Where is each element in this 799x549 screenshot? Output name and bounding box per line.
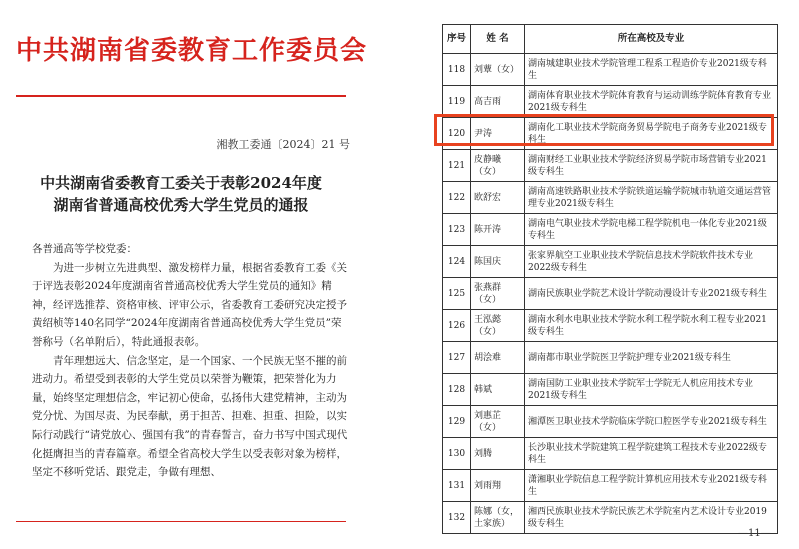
row-number: 129 (443, 406, 471, 438)
table-row (443, 438, 778, 470)
red-divider-top (16, 95, 346, 97)
row-number: 132 (443, 502, 471, 534)
header-school: 所在高校及专业 (525, 25, 778, 54)
row-name: 王泓懿（女） (471, 310, 525, 342)
notice-page (0, 0, 368, 549)
header-number: 序号 (443, 25, 471, 54)
table-row (443, 342, 778, 374)
row-school: 湖南体育职业技术学院体育教育与运动训练学院体育教育专业2021级专科生 (525, 86, 778, 118)
row-number: 120 (443, 118, 471, 150)
table-row (443, 54, 778, 86)
table-row (443, 374, 778, 406)
document-number: 湘教工委通〔2024〕21 号 (216, 138, 350, 151)
row-name: 胡浍难 (471, 342, 525, 374)
table-header-row (443, 25, 778, 54)
row-school: 湖南水利水电职业技术学院水利工程学院水利工程专业2021级专科生 (525, 310, 778, 342)
row-name: 刘惠芷（女） (471, 406, 525, 438)
row-number: 128 (443, 374, 471, 406)
salutation: 各普通高等学校党委： (32, 243, 137, 255)
table-row (443, 86, 778, 118)
honoree-table (442, 24, 778, 534)
row-school: 湖南民族职业学院艺术设计学院动漫设计专业2021级专科生 (525, 278, 778, 310)
table-row (443, 214, 778, 246)
red-divider-bottom (16, 521, 346, 522)
row-name: 皮静曦（女） (471, 150, 525, 182)
row-name: 陈国庆 (471, 246, 525, 278)
table-row (443, 150, 778, 182)
title-line-2: 湖南省普通高校优秀大学生党员的通报 (53, 196, 309, 214)
table-row (443, 310, 778, 342)
page-number: —11— (738, 528, 771, 539)
row-name: 刘蕈（女） (471, 54, 525, 86)
row-number: 122 (443, 182, 471, 214)
row-school: 湖南电气职业技术学院电梯工程学院机电一体化专业2021级专科生 (525, 214, 778, 246)
table-row (443, 406, 778, 438)
row-school: 湘西民族职业技术学院民族艺术学院室内艺术设计专业2019级专科生 (525, 502, 778, 534)
row-number: 125 (443, 278, 471, 310)
row-name: 张燕群（女） (471, 278, 525, 310)
table-row (443, 278, 778, 310)
row-number: 126 (443, 310, 471, 342)
row-name: 刘雨翔 (471, 470, 525, 502)
row-school: 湖南化工职业技术学院商务贸易学院电子商务专业2021级专科生 (525, 118, 778, 150)
notice-body (32, 240, 350, 482)
row-name: 欧舒宏 (471, 182, 525, 214)
row-number: 121 (443, 150, 471, 182)
honoree-table-page (442, 24, 777, 534)
row-school: 张家界航空工业职业技术学院信息技术学院软件技术专业2022级专科生 (525, 246, 778, 278)
row-name: 陈开涛 (471, 214, 525, 246)
row-number: 124 (443, 246, 471, 278)
table-row (443, 502, 778, 534)
notice-title (16, 172, 346, 216)
row-number: 127 (443, 342, 471, 374)
row-school: 湖南财经工业职业技术学院经济贸易学院市场营销专业2021级专科生 (525, 150, 778, 182)
row-school: 潇湘职业学院信息工程学院计算机应用技术专业2021级专科生 (525, 470, 778, 502)
row-school: 湖南都市职业学院医卫学院护理专业2021级专科生 (525, 342, 778, 374)
row-number: 131 (443, 470, 471, 502)
table-row (443, 246, 778, 278)
table-row (443, 182, 778, 214)
issuer-header: 中共湖南省委教育工作委员会 (16, 36, 368, 66)
row-name: 尹涛 (471, 118, 525, 150)
table-row (443, 470, 778, 502)
row-school: 长沙职业技术学院建筑工程学院建筑工程技术专业2022级专科生 (525, 438, 778, 470)
row-number: 119 (443, 86, 471, 118)
row-name: 刘腾 (471, 438, 525, 470)
row-school: 湘潭医卫职业技术学院临床学院口腔医学专业2021级专科生 (525, 406, 778, 438)
row-number: 118 (443, 54, 471, 86)
row-name: 高吉雨 (471, 86, 525, 118)
highlight-box (434, 114, 774, 146)
row-name: 陈娜（女，土家族） (471, 502, 525, 534)
title-line-1: 中共湖南省委教育工委关于表彰2024年度 (40, 174, 322, 192)
row-name: 韩斌 (471, 374, 525, 406)
row-number: 130 (443, 438, 471, 470)
row-number: 123 (443, 214, 471, 246)
row-school: 湖南高速铁路职业技术学院铁道运输学院城市轨道交通运营管理专业2021级专科生 (525, 182, 778, 214)
row-school: 湖南国防工业职业技术学院军士学院无人机应用技术专业2021级专科生 (525, 374, 778, 406)
row-school: 湖南城建职业技术学院管理工程系工程造价专业2021级专科生 (525, 54, 778, 86)
paragraph-2: 青年理想远大、信念坚定，是一个国家、一个民族无坚不摧的前进动力。希望受到表彰的大学生党员以荣誉为鞭策，把荣誉化为力量，始终坚定理想信念，牢记初心使命，弘扬伟大建党精神，主动为党分忧、为国尽责、为民奉献，勇于担苦、担难、担重、担险，以实际行动践行“请党放心、强国有我”的青春誓言，奋力书写中国式现代化挺膺担当的青春篇章。希望全省高校大学生以受表彰对象为榜样，坚定不移听党话、跟党走，争做有理想、 (32, 354, 348, 479)
paragraph-1: 为进一步树立先进典型、激发榜样力量，根据省委教育工委《关于评选表彰2024年度湖南省普通高校优秀大学生党员的通知》精神，经评选推荐、资格审核、评审公示，省委教育工委研究决定授予黄绍桢等140名同学“2024年度湖南省普通高校优秀大学生党员”荣誉称号（名单附后），特此通报表彰。 (32, 261, 347, 348)
header-name: 姓 名 (471, 25, 525, 54)
